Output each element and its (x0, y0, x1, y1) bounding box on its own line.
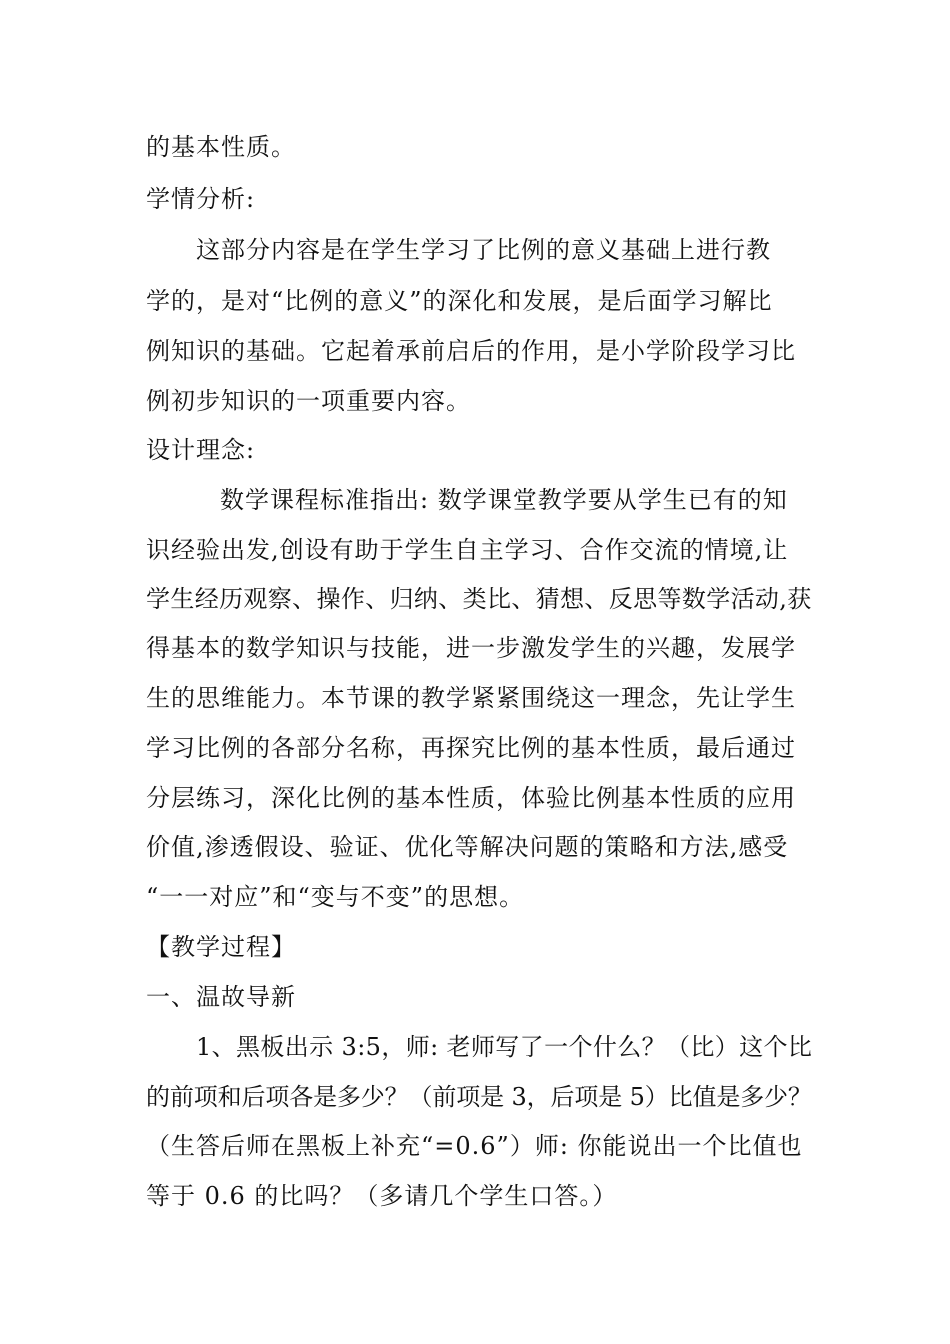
text-line: 1、黑板出示 3:5，师: 老师写了一个什么？（比）这个比 (196, 1033, 813, 1061)
text-line: 分层练习，深化比例的基本性质，体验比例基本性质的应用 (146, 784, 796, 812)
text-line: 生的思维能力。本节课的教学紧紧围绕这一理念，先让学生 (146, 684, 796, 712)
subsection-heading-review: 一、温故导新 (146, 983, 296, 1011)
text-line: 学习比例的各部分名称，再探究比例的基本性质，最后通过 (146, 734, 796, 762)
text-line: 的基本性质。 (146, 133, 296, 161)
text-line: 学的，是对“比例的意义”的深化和发展，是后面学习解比 (146, 287, 773, 315)
section-heading-teaching-process: 【教学过程】 (146, 933, 296, 961)
text-line: 等于 0.6 的比吗？（多请几个学生口答。） (146, 1182, 618, 1210)
text-line: 数学课程标准指出: 数学课堂教学要从学生已有的知 (220, 486, 788, 514)
text-line: 学生经历观察、操作、归纳、类比、猜想、反思等数学活动,获 (146, 585, 812, 613)
text-line: 例知识的基础。它起着承前启后的作用，是小学阶段学习比 (146, 337, 796, 365)
text-line: 得基本的数学知识与技能，进一步激发学生的兴趣，发展学 (146, 634, 796, 662)
text-line: 识经验出发,创设有助于学生自主学习、合作交流的情境,让 (146, 536, 789, 564)
text-line: 的前项和后项各是多少？（前项是 3，后项是 5）比值是多少？ (146, 1083, 812, 1111)
text-line: 这部分内容是在学生学习了比例的意义基础上进行教 (196, 236, 771, 264)
text-line: 价值,渗透假设、验证、优化等解决问题的策略和方法,感受 (146, 833, 789, 861)
text-line: 例初步知识的一项重要内容。 (146, 387, 471, 415)
text-line: “一一对应”和“变与不变”的思想。 (146, 883, 525, 911)
section-heading-learning-analysis: 学情分析: (146, 185, 256, 213)
text-line: （生答后师在黑板上补充“=0.6”）师: 你能说出一个比值也 (146, 1132, 803, 1160)
section-heading-design-concept: 设计理念: (146, 436, 256, 464)
